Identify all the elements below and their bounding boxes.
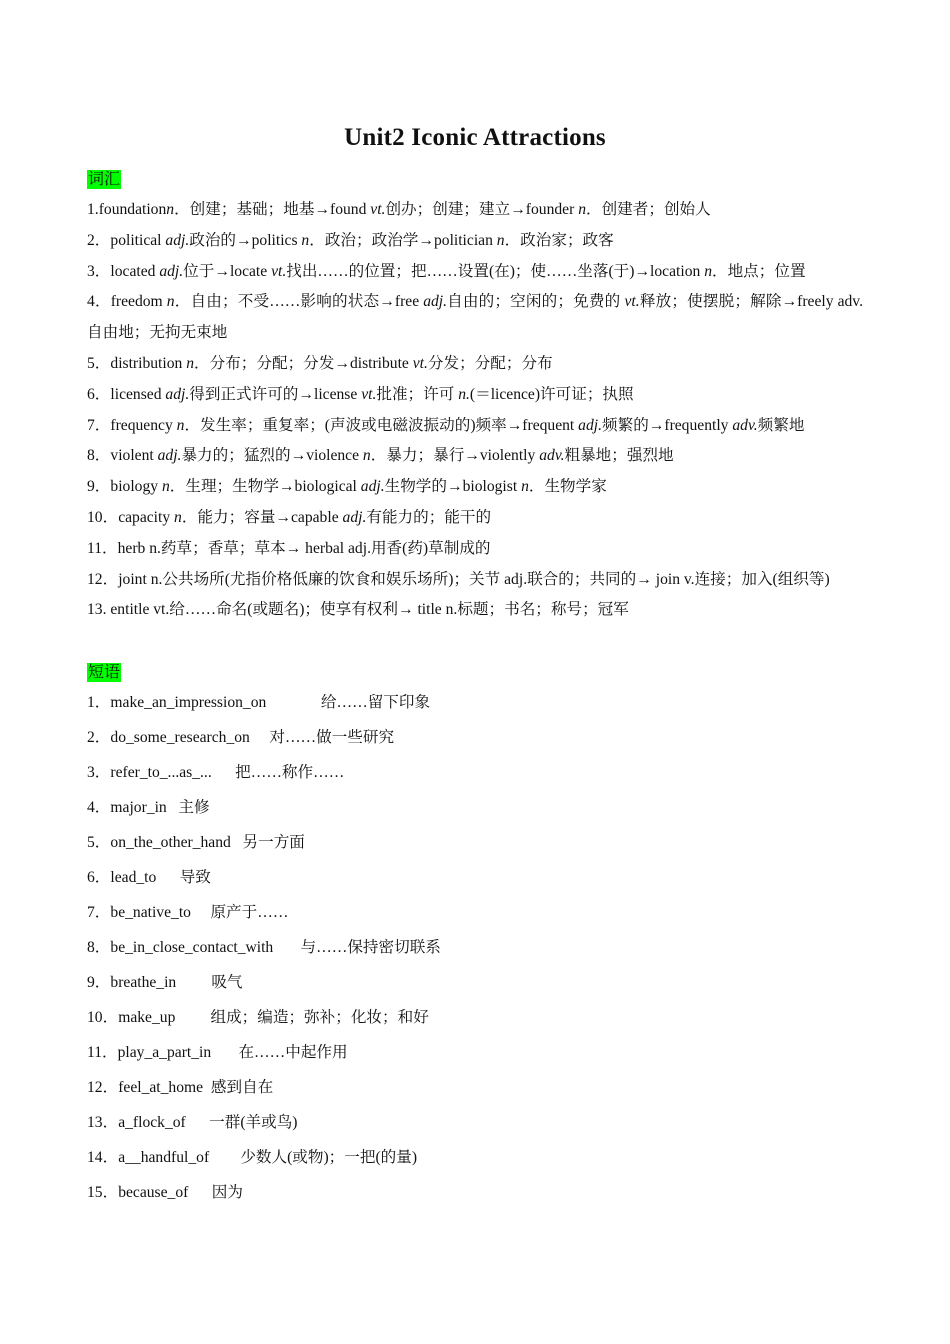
vocab-rest: ．创建；基础；地基→found: [174, 201, 371, 218]
vocab-pos3: vt.: [624, 293, 640, 311]
phrase-entry: [87, 795, 863, 830]
vocab-word: entitle vt.给……命名(或题名)；使享有权利→ title n.标题；书名；称号；冠军: [110, 601, 629, 619]
phrase-section-label: 短语: [88, 664, 121, 681]
vocab-pos3: n.: [458, 385, 470, 403]
phrase-zh: 感到自在: [210, 1079, 274, 1096]
phrase-no: 1．: [87, 694, 111, 711]
vocab-no: 10．: [87, 508, 119, 526]
phrase-gap: [212, 764, 235, 781]
vocab-word: herb n.药草；香草；草本→ herbal adj.用香(药)草制成的: [117, 539, 491, 557]
vocab-rest3: 频繁地: [757, 416, 805, 434]
phrase-zh: 在……中起作用: [238, 1044, 348, 1061]
vocab-rest2: 自由的；空闲的；免费的: [447, 293, 625, 311]
phrase-gap: [203, 1079, 211, 1096]
vocab-pos: n: [166, 201, 175, 218]
vocab-entry: [87, 472, 863, 503]
vocab-no: 13.: [87, 601, 111, 619]
vocab-rest3: ．生物学家: [528, 478, 607, 496]
phrase-entry: [87, 1005, 863, 1040]
phrase-entry: [87, 1180, 863, 1215]
vocab-no: 1.: [87, 201, 99, 218]
vocab-pos: adj.: [159, 262, 184, 280]
vocab-rest2: 批准；许可: [376, 385, 459, 403]
phrase-no: 9．: [87, 974, 111, 991]
phrase-no: 12．: [87, 1079, 119, 1096]
vocab-no: 4．: [87, 293, 111, 311]
phrase-en: major_in: [110, 799, 167, 816]
phrase-no: 13．: [87, 1114, 119, 1131]
vocab-list: [87, 195, 863, 626]
vocab-rest: 得到正式许可的→license: [189, 385, 362, 403]
phrase-no: 14．: [87, 1149, 119, 1166]
phrase-en: make_an_impression_on: [110, 694, 267, 711]
page-title: Unit2 Iconic Attractions: [344, 124, 606, 151]
vocab-pos2: adj.: [342, 508, 367, 526]
vocab-rest2: 创办；创建；建立→founder: [385, 201, 579, 218]
phrase-zh: 主修: [178, 799, 210, 816]
phrase-entry: [87, 970, 863, 1005]
vocab-pos3: n: [704, 262, 712, 280]
vocab-section-label: 词汇: [88, 171, 121, 188]
vocab-word: freedom: [110, 293, 167, 311]
vocab-entry: [87, 257, 863, 288]
vocab-pos2: vt.: [271, 262, 287, 280]
vocab-rest3: (＝licence)许可证；执照: [469, 385, 634, 403]
vocab-no: 12．: [87, 570, 119, 588]
vocab-pos3: adv.: [539, 447, 565, 465]
vocab-word: licensed: [110, 385, 166, 403]
vocab-rest2: 生物学的→biologist: [384, 478, 522, 496]
vocab-pos3: n: [578, 201, 586, 218]
vocab-word: located: [110, 262, 160, 280]
vocab-rest2: 有能力的；能干的: [366, 508, 492, 526]
phrase-zh: 一群(羊或鸟): [209, 1114, 298, 1131]
phrase-gap: [176, 974, 211, 991]
phrase-no: 5．: [87, 834, 111, 851]
phrase-no: 6．: [87, 869, 111, 886]
vocab-pos2: adj.: [360, 478, 385, 496]
vocab-pos2: vt.: [361, 385, 377, 403]
phrase-zh: 与……保持密切联系: [300, 939, 441, 956]
vocab-entry: [87, 349, 863, 380]
phrase-gap: [266, 694, 321, 711]
vocab-entry: [87, 411, 863, 442]
phrase-zh: 另一方面: [242, 834, 305, 851]
phrase-en: a__handful_of: [118, 1149, 210, 1166]
vocab-pos2: adj.: [423, 293, 448, 311]
phrase-en: on_the_other_hand: [110, 834, 231, 851]
vocab-word: violent: [110, 447, 158, 465]
vocab-rest3: ．地点；位置: [711, 262, 806, 280]
phrase-no: 15．: [87, 1184, 119, 1201]
vocab-word: political: [110, 231, 166, 249]
vocab-rest2: 频繁的→frequently: [602, 416, 733, 434]
vocab-entry: [87, 287, 863, 349]
vocab-pos3: adv.: [732, 416, 758, 434]
phrase-gap: [273, 939, 300, 956]
vocab-word: capacity: [118, 508, 175, 526]
vocab-no: 11．: [87, 539, 118, 557]
phrase-gap: [250, 729, 270, 746]
vocab-rest3: ．创建者；创始人: [585, 201, 711, 218]
vocab-entry: [87, 503, 863, 534]
phrase-zh: 把……称作……: [235, 764, 345, 781]
phrase-no: 3．: [87, 764, 111, 781]
vocab-no: 5．: [87, 354, 111, 372]
phrase-gap: [188, 1184, 211, 1201]
vocab-pos2: n: [362, 447, 371, 465]
vocab-rest3: 粗暴地；强烈地: [564, 447, 674, 465]
vocab-rest: ．分布；分配；分发→distribute: [194, 354, 413, 372]
phrase-gap: [175, 1009, 210, 1026]
phrase-zh: 吸气: [211, 974, 243, 991]
vocab-pos: n: [186, 354, 195, 372]
phrase-zh: 原产于……: [210, 904, 289, 921]
phrase-entry: [87, 1145, 863, 1180]
vocab-pos: n: [174, 508, 182, 526]
phrase-entry: [87, 690, 863, 725]
phrase-entry: [87, 1110, 863, 1145]
vocab-entry: [87, 195, 863, 226]
vocab-pos: n: [166, 293, 175, 311]
phrase-no: 2．: [87, 729, 111, 746]
phrase-gap: [209, 1149, 240, 1166]
vocab-pos3: n: [521, 478, 529, 496]
vocab-pos2: vt.: [370, 201, 386, 218]
vocab-rest2: 找出……的位置；把……设置(在)；使……坐落(于)→location: [286, 262, 705, 280]
vocab-word: foundation: [98, 201, 167, 218]
phrase-en: lead_to: [110, 869, 157, 886]
vocab-rest2: 分发；分配；分布: [427, 354, 553, 372]
vocab-no: 8．: [87, 447, 111, 465]
vocab-no: 2．: [87, 231, 111, 249]
phrase-no: 10．: [87, 1009, 119, 1026]
phrase-entry: [87, 935, 863, 970]
vocab-rest: 位于→locate: [183, 262, 272, 280]
vocab-entry: [87, 534, 863, 565]
phrase-entry: [87, 725, 863, 760]
vocab-pos2: adj.: [578, 416, 602, 434]
phrase-zh: 少数人(或物)；一把(的量): [240, 1149, 418, 1166]
phrase-en: do_some_research_on: [110, 729, 250, 746]
phrase-gap: [191, 904, 211, 921]
phrase-gap: [167, 799, 179, 816]
vocab-rest2: ．政治；政治学→politician: [309, 231, 497, 249]
vocab-no: 9．: [87, 478, 111, 496]
vocab-no: 7．: [87, 416, 111, 434]
vocab-rest: 暴力的；猛烈的→violence: [181, 447, 363, 465]
vocab-pos2: vt.: [412, 354, 428, 372]
vocab-no: 3．: [87, 262, 111, 280]
phrase-gap: [211, 1044, 238, 1061]
vocab-rest: ．自由；不受……影响的状态→free: [174, 293, 424, 311]
vocab-pos: n: [161, 478, 170, 496]
phrase-no: 4．: [87, 799, 111, 816]
vocab-rest: 政治的→politics: [189, 231, 302, 249]
phrase-zh: 给……留下印象: [320, 694, 431, 711]
vocab-rest: ．生理；生物学→biological: [169, 478, 361, 496]
phrase-en: breathe_in: [110, 974, 177, 991]
phrase-no: 8．: [87, 939, 111, 956]
vocab-word: distribution: [110, 354, 187, 372]
phrase-zh: 组成；编造；弥补；化妆；和好: [210, 1009, 429, 1026]
vocab-rest: ．能力；容量→capable: [181, 508, 343, 526]
phrase-gap: [156, 869, 179, 886]
vocab-pos: adj.: [165, 231, 190, 249]
phrase-list: [87, 690, 863, 1215]
vocab-rest: ．发生率；重复率；(声波或电磁波振动的)频率→frequent: [184, 416, 579, 434]
vocab-rest3: ．政治家；政客: [504, 231, 614, 249]
phrase-en: make_up: [118, 1009, 176, 1026]
phrase-en: feel_at_home: [118, 1079, 204, 1096]
vocab-entry: [87, 565, 863, 596]
phrase-en: be_native_to: [110, 904, 191, 921]
vocab-pos2: n: [301, 231, 310, 249]
phrase-entry: [87, 1075, 863, 1110]
vocab-rest2: ．暴力；暴行→violently: [370, 447, 540, 465]
vocab-pos: adj.: [157, 447, 182, 465]
vocab-entry: [87, 595, 863, 626]
vocab-pos3: n: [496, 231, 505, 249]
phrase-en: refer_to_...as_...: [110, 764, 212, 781]
phrase-en: play_a_part_in: [117, 1044, 212, 1061]
vocab-entry: [87, 380, 863, 411]
phrase-no: 11．: [87, 1044, 118, 1061]
vocab-word: joint n.公共场所(尤指价格低廉的饮食和娱乐场所)；关节 adj.联合的；共同的→ join v.连接；加入(组织等): [118, 570, 830, 588]
vocab-word: biology: [110, 478, 162, 496]
phrase-zh: 对……做一些研究: [269, 729, 395, 746]
vocab-word: frequency: [110, 416, 177, 434]
phrase-entry: [87, 1040, 863, 1075]
vocab-pos: n: [176, 416, 185, 434]
phrase-gap: [231, 834, 243, 851]
phrase-entry: [87, 900, 863, 935]
phrase-zh: 导致: [179, 869, 211, 886]
vocab-entry: [87, 441, 863, 472]
phrase-en: a_flock_of: [118, 1114, 186, 1131]
phrase-zh: 因为: [211, 1184, 243, 1201]
vocab-entry: [87, 226, 863, 257]
phrase-entry: [87, 830, 863, 865]
vocab-pos: adj.: [165, 385, 190, 403]
vocab-no: 6．: [87, 385, 111, 403]
phrase-en: be_in_close_contact_with: [110, 939, 274, 956]
phrase-gap: [186, 1114, 209, 1131]
phrase-en: because_of: [118, 1184, 189, 1201]
phrase-entry: [87, 865, 863, 900]
vocab-rest3: 释放；使摆脱；解除→freely adv.自由地；无拘无束地: [87, 293, 863, 342]
phrase-no: 7．: [87, 904, 111, 921]
phrase-entry: [87, 760, 863, 795]
